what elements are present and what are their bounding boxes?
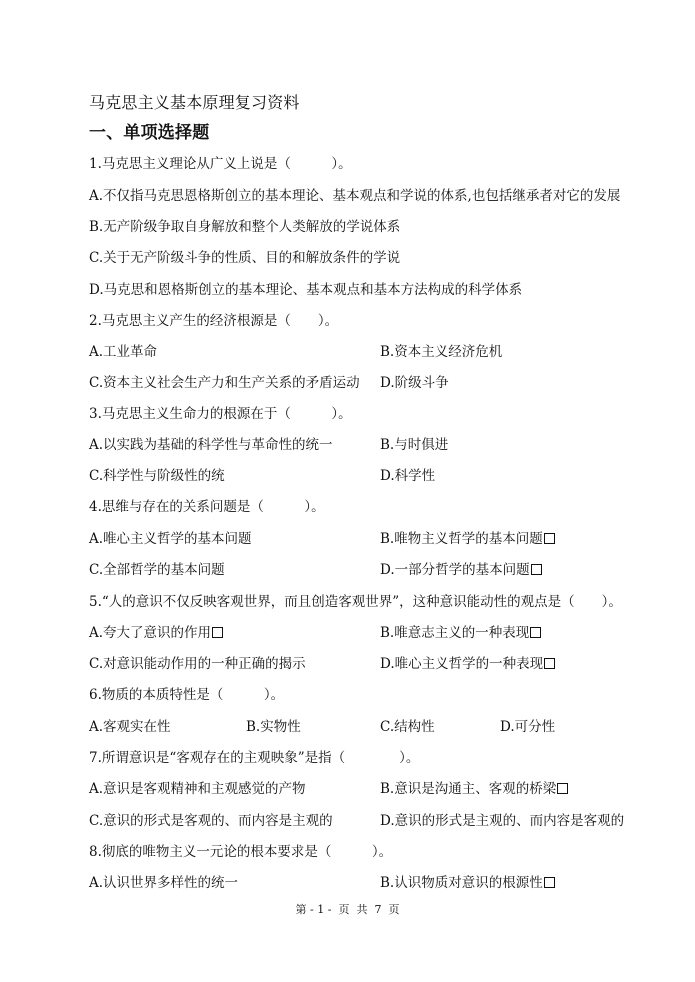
document-title: 马克思主义基本原理复习资料 [89,93,300,112]
question-3-option-c: C.科学性与阶级性的统 [89,468,225,484]
question-7-stem: 7.所谓意识是“客观存在的主观映象”是指（ ）。 [89,750,420,766]
question-1-option-b: B.无产阶级争取自身解放和整个人类解放的学说体系 [89,219,401,235]
question-3-option-d: D.科学性 [380,468,436,484]
question-7-option-c: C.意识的形式是客观的、而内容是主观的 [89,813,333,829]
question-4-option-d-row [380,561,542,579]
question-4-stem: 4.思维与存在的关系问题是（ ）。 [89,499,325,515]
section-heading: 一、单项选择题 [89,123,210,143]
page-number-footer: 第 - 1 - 页 共 7 页 [295,903,400,916]
question-6-stem: 6.物质的本质特性是（ ）。 [89,687,285,703]
question-6-option-a: A.客观实在性 [89,719,171,735]
question-5-option-c: C.对意识能动作用的一种正确的揭示 [89,656,306,672]
question-6-option-b: B.实物性 [246,719,301,735]
question-5-option-d: D.唯心主义哲学的一种表现 [380,656,544,672]
question-1-option-d: D.马克思和恩格斯创立的基本理论、基本观点和基本方法构成的科学体系 [89,282,523,298]
question-6-option-d: D.可分性 [500,719,556,735]
empty-box-icon [530,627,541,638]
question-2-option-b: B.资本主义经济危机 [380,344,503,360]
question-5-option-d-row [380,655,555,673]
question-1-stem: 1.马克思主义理论从广义上说是（ ）。 [89,156,352,172]
question-8-option-a: A.认识世界多样性的统一 [89,875,239,891]
question-2-option-a: A.工业革命 [89,344,158,360]
empty-box-icon [544,533,555,544]
question-5-option-b-row [380,624,541,642]
question-5-option-a: A.夸大了意识的作用 [89,625,212,641]
question-8-stem: 8.彻底的唯物主义一元论的根本要求是（ ）。 [89,844,393,860]
question-8-option-b-row [380,874,555,892]
question-6-option-c: C.结构性 [380,719,435,735]
empty-box-icon [557,783,568,794]
question-3-option-b: B.与时俱进 [380,437,449,453]
question-2-option-c: C.资本主义社会生产力和生产关系的矛盾运动 [89,375,360,391]
question-1-option-a: A.不仅指马克思恩格斯创立的基本理论、基本观点和学说的体系,也包括继承者对它的发展 [89,188,621,204]
question-1-option-c: C.关于无产阶级斗争的性质、目的和解放条件的学说 [89,250,401,266]
question-7-option-b: B.意识是沟通主、客观的桥梁 [380,781,557,797]
question-4-option-c: C.全部哲学的基本问题 [89,562,225,578]
question-2-option-d: D.阶级斗争 [380,375,449,391]
question-5-option-a-row [89,624,223,642]
question-3-option-a: A.以实践为基础的科学性与革命性的统一 [89,437,333,453]
question-3-stem: 3.马克思主义生命力的根源在于（ ）。 [89,406,352,422]
question-4-option-a: A.唯心主义哲学的基本问题 [89,531,252,547]
question-7-option-b-row [380,780,568,798]
question-5-stem: 5.“人的意识不仅反映客观世界，而且创造客观世界”，这种意识能动性的观点是（ ）。 [89,594,622,610]
question-4-option-d: D.一部分哲学的基本问题 [380,562,530,578]
empty-box-icon [531,564,542,575]
empty-box-icon [212,627,223,638]
empty-box-icon [544,877,555,888]
question-7-option-a: A.意识是客观精神和主观感觉的产物 [89,781,306,797]
question-4-option-b-row [380,530,555,548]
question-8-option-b: B.认识物质对意识的根源性 [380,875,543,891]
question-4-option-b: B.唯物主义哲学的基本问题 [380,531,543,547]
question-2-stem: 2.马克思主义产生的经济根源是（ ）。 [89,313,339,329]
question-5-option-b: B.唯意志主义的一种表现 [380,625,530,641]
empty-box-icon [544,658,555,669]
question-7-option-d: D.意识的形式是主观的、而内容是客观的 [380,813,625,829]
